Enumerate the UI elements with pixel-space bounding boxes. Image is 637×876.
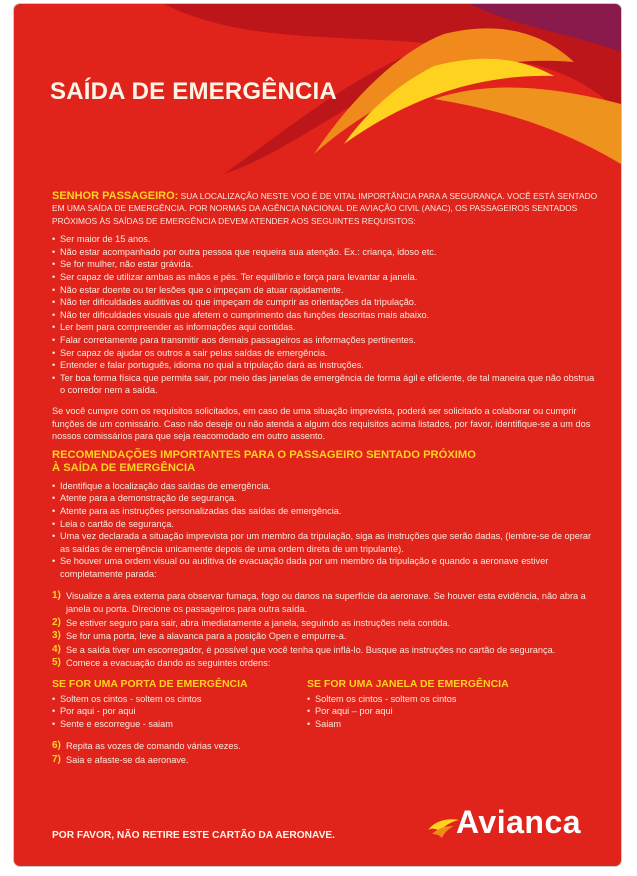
step-item [52,630,600,643]
list-item: • Atente para a demonstração de segurança. [52,492,600,505]
step-text: Saia e afaste-se da aeronave. [66,755,189,765]
recommendations-list [52,480,600,581]
logo-text: Avianca [456,804,582,840]
list-item: • Falar corretamente para transmitir aos demais passageiros as informações pertinentes. [52,334,600,347]
step-number: 4) [52,643,61,655]
recommendations-heading-line1: RECOMENDAÇÕES IMPORTANTES PARA O PASSAGEIRO SENTADO PRÓXIMO [52,448,476,461]
page-title: SAÍDA DE EMERGÊNCIA [50,78,337,105]
avianca-logo [426,806,606,848]
list-item: • Não ter dificuldades visuais que afetem o cumprimento das funções descritas mais abaixo. [52,309,600,322]
step-text: Comece a evacuação dando as seguintes ordens: [66,658,271,669]
evacuation-steps [52,590,600,670]
step-text: Repita as vozes de comando várias vezes. [66,741,241,752]
intro-text: SUA LOCALIZAÇÃO NESTE VOO É DE VITAL IMPORTÂNCIA PARA A SEGURANÇA. VOCÊ ESTÁ SENTADO EM UMA SAÍDA DE EMERGÊNCIA. POR NORMAS DA AGÊNCIA NACIONAL DE AVIAÇÃO CIVIL (ANAC), OS PASSAGEIROS SENTADOS PRÓXIMOS ÀS SAÍDAS DE EMERGÊNCIA DEVEM ATENDER AOS SEGUINTES REQUISITOS: [52,191,598,226]
step-number: 6) [52,740,61,752]
list-item: • Não estar acompanhado por outra pessoa que requeira sua atenção. Ex.: criança, idoso etc. [52,246,600,259]
notice-paragraph: Se você cumpre com os requisitos solicitados, em caso de uma situação imprevista, poderá ser solicitado a colaborar ou cumprir funções de um comissário. Caso não deseje ou não atenda a algum dos requisitos acima listados, por favor, identifique-se a um dos nossos comissários para que seja reacomodado em outro assento. [52,405,591,442]
footer-notice: POR FAVOR, NÃO RETIRE ESTE CARTÃO DA AERONAVE. [52,830,336,841]
step-item [52,590,600,615]
list-item: • Atente para as instruções personalizadas das saídas de emergência. [52,505,600,518]
step-item [52,740,600,753]
step-number: 2) [52,616,61,628]
intro-paragraph [52,190,600,227]
window-heading: SE FOR UMA JANELA DE EMERGÊNCIA [307,678,509,691]
step-item [52,644,600,657]
door-column [52,678,307,730]
list-item: • Por aqui – por aqui [307,705,562,718]
step-number: 3) [52,630,61,642]
step-item [52,657,600,670]
list-item: • Ler bem para compreender as informações aqui contidas. [52,321,600,334]
exit-commands [52,678,600,730]
list-item: • Uma vez declarada a situação imprevista por um membro da tripulação, siga as instruções que serão dadas, (lembre-se de operar as saídas de emergência unicamente depois de uma ordem direta de um tripulante). [52,530,600,555]
final-steps [52,740,600,766]
list-item: • Ter boa forma física que permita sair, por meio das janelas de emergência de forma ágil e eficiente, de tal maneira que não obstrua o corredor nem a saída. [52,372,600,397]
step-text: Se estiver seguro para sair, abra imediatamente a janela, seguindo as instruções nela contida. [66,617,451,628]
step-item [52,754,600,767]
step-text: Se for uma porta, leve a alavanca para a posição Open e empurre-a. [66,631,347,642]
list-item: • Saiam [307,718,562,731]
list-item: • Identifique a localização das saídas de emergência. [52,480,600,493]
list-item: • Se for mulher, não estar grávida. [52,258,600,271]
card-content [52,190,600,768]
recommendations-heading [52,449,600,476]
step-text: Se a saída tiver um escorregador, é possível que você tenha que inflá-lo. Busque as instruções no cartão de segurança. [66,644,556,655]
list-item: • Entender e falar português, idioma no qual a tripulação dará as instruções. [52,359,600,372]
step-text: Visualize a área externa para observar fumaça, fogo ou danos na superfície da aeronave. Se houver esta evidência, não abra a janela ou porta. Direcione os passageiros para outra saída. [66,591,586,615]
list-item: • Sente e escorregue - saiam [52,718,307,731]
step-item [52,617,600,630]
list-item: • Leia o cartão de segurança. [52,518,600,531]
list-item: • Ser maior de 15 anos. [52,233,600,246]
door-commands-list [52,693,307,731]
window-commands-list [307,693,562,731]
bird-icon [426,816,460,840]
list-item: • Não ter dificuldades auditivas ou que impeçam de cumprir as orientações da tripulação. [52,296,600,309]
window-column [307,678,562,730]
requirements-list [52,233,600,397]
list-item: • Não estar doente ou ter lesões que o impeçam de atuar rapidamente. [52,284,600,297]
list-item: • Soltem os cintos - soltem os cintos [307,693,562,706]
safety-card [14,4,621,866]
door-heading: SE FOR UMA PORTA DE EMERGÊNCIA [52,678,248,691]
list-item: • Por aqui - por aqui [52,705,307,718]
list-item: • Soltem os cintos - soltem os cintos [52,693,307,706]
list-item: • Ser capaz de ajudar os outros a sair pelas saídas de emergência. [52,347,600,360]
step-number: 7) [52,754,61,765]
step-number: 1) [52,590,61,602]
list-item: • Se houver uma ordem visual ou auditiva de evacuação dada por um membro da tripulação e quando a aeronave estiver completamente parada: [52,555,600,580]
intro-heading: SENHOR PASSAGEIRO: [52,190,179,202]
list-item: • Ser capaz de utilizar ambas as mãos e pés. Ter equilíbrio e força para levantar a janela. [52,271,600,284]
recommendations-heading-line2: À SAÍDA DE EMERGÊNCIA [52,462,196,475]
step-number: 5) [52,657,61,669]
